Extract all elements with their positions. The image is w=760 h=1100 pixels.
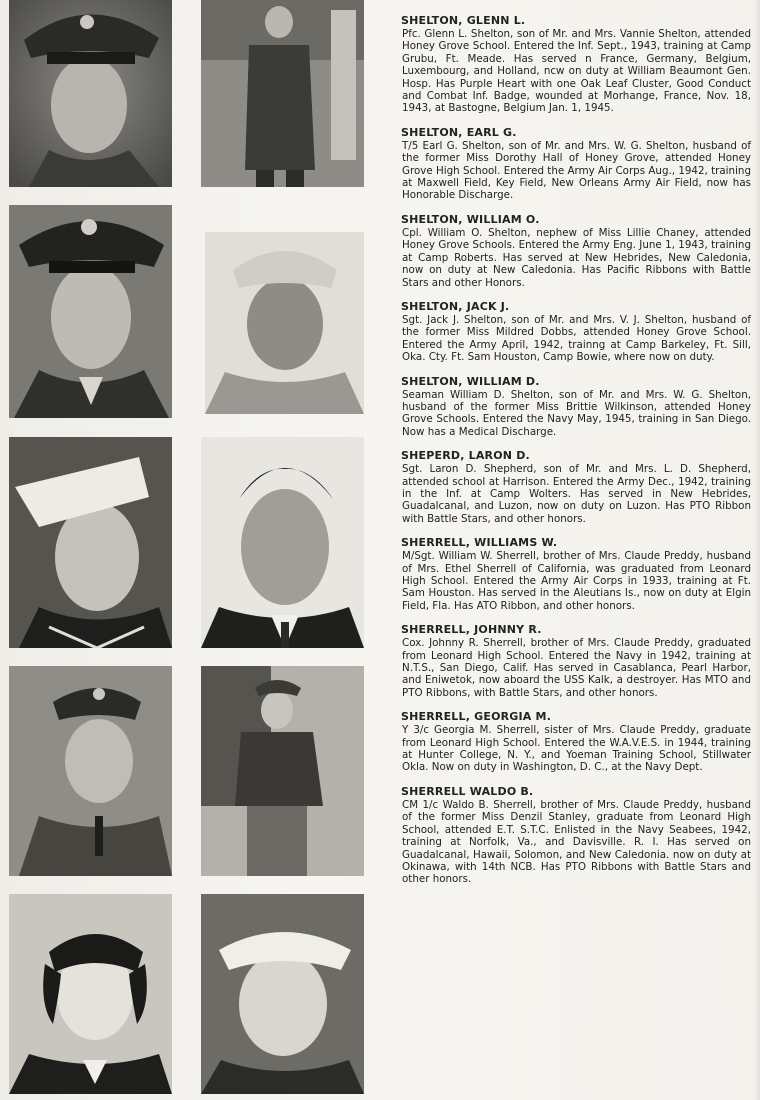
record-entry bbox=[401, 710, 751, 774]
record-name: SHELTON, WILLIAM D. bbox=[401, 374, 540, 388]
portrait-image bbox=[9, 666, 172, 876]
record-entry bbox=[401, 623, 751, 699]
portrait-image bbox=[201, 0, 364, 187]
record-name: SHERRELL, WILLIAMS W. bbox=[401, 536, 558, 550]
portrait-photo-glenn-shelton bbox=[9, 0, 172, 187]
record-bio: T/5 Earl G. Shelton, son of Mr. and Mrs. W. G. Shelton, husband of the former Miss Dorothy Hall of Honey Grove, attended Honey Grove High School. Entered the Army Air Corps Aug., 1942, training at Maxwell Field, Key Field, New Orleans Army Air Field, now has Honorable Discharge. bbox=[402, 139, 751, 202]
record-name: SHELTON, JACK J. bbox=[401, 299, 510, 313]
record-name: SHELTON, EARL G. bbox=[401, 125, 517, 139]
portrait-photo-williams-sherrell bbox=[201, 666, 364, 876]
record-bio: Sgt. Jack J. Shelton, son of Mr. and Mrs. V. J. Shelton, husband of the former Miss Mildred Dobbs, attended Honey Grove School. Entered the Army April, 1942, trainng at Camp Barkeley, Ft. Sill, Oka. Cty. Ft. Sam Houston, Camp Bowie, where now on duty. bbox=[402, 313, 751, 364]
record-bio: Sgt. Laron D. Shepherd, son of Mr. and Mrs. L. D. Shepherd, attended school at Harrison. Entered the Army Dec., 1942, training in the Inf. at Camp Wolters. Has served in New Hebrides, Guadalcanal, and Luzon, now on duty on Luzon. Has PTO Ribbon with Battle Stars, and other honors. bbox=[402, 463, 751, 525]
record-bio: Y 3/c Georgia M. Sherrell, sister of Mrs. Claude Preddy, graduate from Leonard High School. Entered the W.A.V.E.S. in 1944, training at Hunter College, N. Y., and Yoeman Training School, Stillwater Okla. Now on duty in Washington, D. C., at the Navy Dept. bbox=[402, 724, 751, 774]
record-name: SHERRELL, GEORGIA M. bbox=[401, 710, 552, 724]
record-bio: Pfc. Glenn L. Shelton, son of Mr. and Mrs. Vannie Shelton, attended Honey Grove School. Entered the Inf. Sept., 1943, training at Camp Grubu, Ft. Meade. Has served n France, Germany, Belgium, Luxembourg, and Holland, ncw on duty at William Beaumont Gen. Hosp. Has Purple Heart with one Oak Leaf Cluster, Good Conduct and Combat Inf. Badge, wounded at Morhange, France, Nov. 18, 1943, at Bastogne, Belgium Jan. 1, 1945. bbox=[402, 28, 751, 115]
record-name: SHERRELL WALDO B. bbox=[401, 784, 534, 798]
portrait-image bbox=[9, 894, 172, 1094]
record-name: SHELTON, WILLIAM O. bbox=[401, 212, 540, 226]
service-records-column bbox=[401, 14, 751, 897]
record-entry bbox=[401, 536, 751, 612]
portrait-image bbox=[205, 232, 364, 414]
portrait-image bbox=[9, 0, 172, 187]
portrait-photo-georgia-sherrell bbox=[9, 894, 172, 1094]
portrait-photo-johnny-sherrell bbox=[201, 894, 364, 1094]
record-bio: M/Sgt. William W. Sherrell, brother of Mrs. Claude Preddy, husband of Mrs. Ethel Sherrell of California, was graduated from Leonard High School. Entered the Army Air Corps in 1933, training at Ft. Sam Houston. Has served in the Aleutians Is., now on duty at Elgin Field, Fla. Has ATO Ribbon, and other honors. bbox=[402, 550, 751, 612]
portrait-photo-glenn-shelton-standing bbox=[201, 0, 364, 187]
record-bio: CM 1/c Waldo B. Sherrell, brother of Mrs. Claude Preddy, husband of the former Miss Denzil Stanley, graduate from Leonard High School, attended E.T. S.T.C. Enlisted in the Navy Seabees, 1942, training at Norfolk, Va., and Davisville. R. I. Has served on Guadalcanal, Hawaii, Solomon, and New Caledonia. now on duty at Okinawa, with 14th NCB. Has PTO Ribbons with Battle Stars and other honors. bbox=[402, 798, 751, 886]
record-entry bbox=[401, 449, 751, 525]
record-entry bbox=[401, 213, 751, 289]
portrait-photo-william-d-shelton bbox=[201, 437, 364, 648]
record-name: SHERRELL, JOHNNY R. bbox=[401, 623, 542, 637]
portrait-photo-william-o-shelton bbox=[205, 232, 364, 414]
portrait-photo-earl-shelton bbox=[9, 205, 172, 418]
record-name: SHEPERD, LARON D. bbox=[401, 449, 530, 463]
page-edge-shadow bbox=[754, 0, 760, 1100]
portrait-photo-laron-sheperd bbox=[9, 666, 172, 876]
record-name: SHELTON, GLENN L. bbox=[401, 14, 526, 27]
record-bio: Cpl. William O. Shelton, nephew of Miss Lillie Chaney, attended Honey Grove Schools. Entered the Army Eng. June 1, 1943, training at Camp Roberts. Has served at New Hebrides, New Caledonia, now on duty at New Caledonia. Has Pacific Ribbons with Battle Stars and other Honors. bbox=[402, 226, 751, 289]
record-entry bbox=[401, 300, 751, 364]
record-entry bbox=[401, 375, 751, 439]
portrait-image bbox=[201, 666, 364, 876]
portrait-photo-jack-shelton bbox=[9, 437, 172, 648]
portrait-image bbox=[201, 894, 364, 1094]
record-entry bbox=[401, 14, 751, 115]
record-bio: Cox. Johnny R. Sherrell, brother of Mrs. Claude Preddy, graduated from Leonard High School. Entered the Navy in 1942, training at N.T.S., San Diego, Calif. Has served in Casablanca, Pearl Harbor, and Eniwetok, now aboard the USS Kalk, a destroyer. Has MTO and PTO Ribbons, with Battle Stars, and other honors. bbox=[402, 637, 751, 699]
portrait-image bbox=[9, 205, 172, 418]
portrait-image bbox=[201, 437, 364, 648]
record-entry bbox=[401, 126, 751, 202]
record-bio: Seaman William D. Shelton, son of Mr. and Mrs. W. G. Shelton, husband of the former Miss Brittie Wilkinson, attended Honey Grove Schools. Entered the Navy May, 1945, training in San Diego. Now has a Medical Discharge. bbox=[402, 388, 751, 438]
portrait-image bbox=[9, 437, 172, 648]
record-entry bbox=[401, 785, 751, 886]
